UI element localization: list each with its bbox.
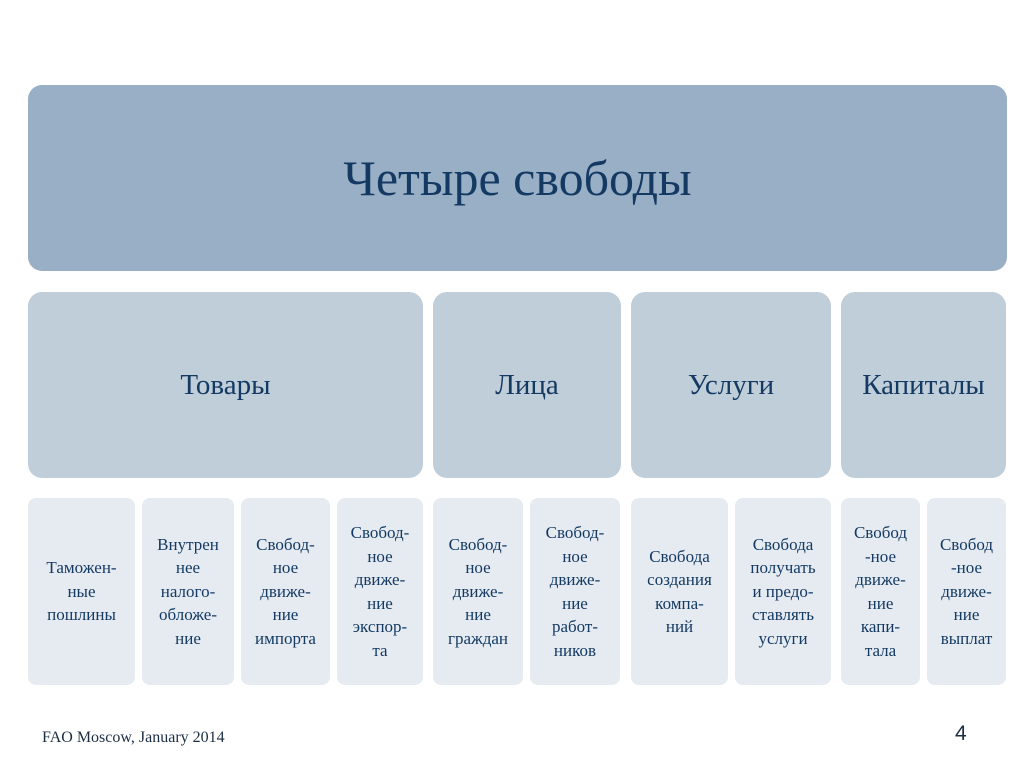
card-customs-duties xyxy=(28,498,135,685)
card-text: Свобода получать и предо- ставлять услуги xyxy=(750,534,816,648)
category-label: Услуги xyxy=(687,368,775,401)
category-box-goods xyxy=(28,292,423,478)
category-box-services xyxy=(631,292,831,478)
diagram-title: Четыре свободы xyxy=(343,150,692,206)
card-text: Свобод- ное движе- ние граждан xyxy=(447,534,509,648)
card-internal-taxation xyxy=(142,498,234,685)
card-citizens-movement xyxy=(433,498,523,685)
card-text: Свобод -ное движе- ние капи- тала xyxy=(853,523,908,660)
card-payments-movement xyxy=(927,498,1006,685)
category-label: Лица xyxy=(495,368,559,401)
card-workers-movement xyxy=(530,498,620,685)
category-label: Капиталы xyxy=(862,368,985,401)
card-text: Таможен- ные пошлины xyxy=(46,558,117,625)
card-text: Свобод- ное движе- ние импорта xyxy=(255,534,316,648)
card-text: Свобода создания компа- ний xyxy=(647,546,712,636)
card-export-movement xyxy=(337,498,423,685)
category-box-persons xyxy=(433,292,621,478)
card-text: Свобод- ное движе- ние экспор- та xyxy=(350,523,410,660)
card-company-creation xyxy=(631,498,728,685)
title-box xyxy=(28,85,1007,271)
card-services-provision xyxy=(735,498,831,685)
category-box-capital xyxy=(841,292,1006,478)
category-label: Товары xyxy=(180,368,271,401)
footer-text: FAO Moscow, January 2014 xyxy=(42,729,225,746)
card-text: Внутрен нее налого- обложе- ние xyxy=(157,534,219,648)
card-text: Свобод- ное движе- ние работ- ников xyxy=(545,523,605,660)
card-import-movement xyxy=(241,498,330,685)
card-text: Свобод -ное движе- ние выплат xyxy=(939,534,994,648)
card-capital-movement xyxy=(841,498,920,685)
page-number: 4 xyxy=(955,722,967,745)
